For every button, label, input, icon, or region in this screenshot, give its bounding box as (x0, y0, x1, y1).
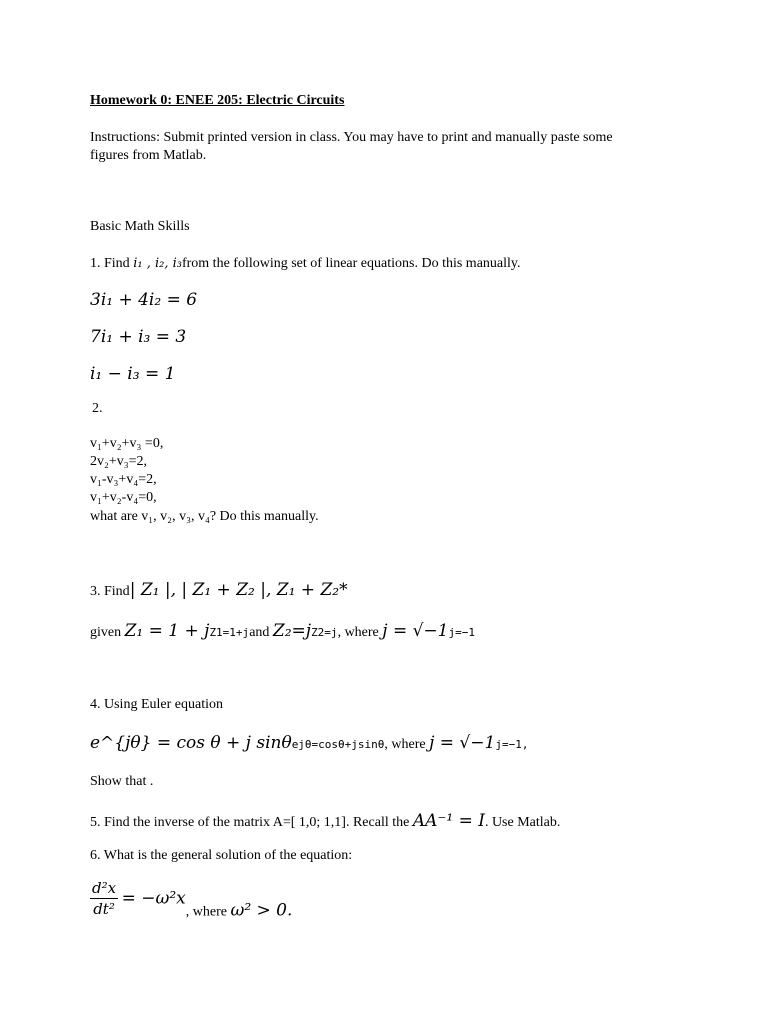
q3-prefix: 3. Find (90, 584, 130, 599)
q1-suffix: from the following set of linear equations. Do this manually. (181, 256, 521, 271)
q3-z1-math: Z₁ = 1 + j (124, 621, 210, 641)
q6-fraction (90, 878, 118, 919)
q1-equation-3: i₁ − i₃ = 1 (90, 364, 176, 384)
section-heading: Basic Math Skills (90, 219, 190, 234)
q4-show-that: Show that . (90, 774, 154, 789)
q3-prompt (90, 580, 348, 600)
q6-condition: ω² > 0. (230, 900, 293, 921)
q6-rhs: = −ω²x (121, 888, 186, 909)
q4-where: , where (384, 737, 430, 752)
q3-given (90, 621, 475, 641)
q2-equation-1: v₁+v₂+v₃ =0, (90, 436, 164, 451)
q3-j-math: j = √−1 (382, 621, 449, 641)
q5-suffix: . Use Matlab. (484, 815, 561, 830)
q3-given-prefix: given (90, 625, 125, 640)
q1-prompt (90, 256, 521, 272)
q6-numerator: d²x (92, 879, 117, 897)
q3-where: , where (337, 625, 383, 640)
q6-where: , where (185, 904, 231, 920)
page-title: Homework 0: ENEE 205: Electric Circuits (90, 93, 345, 108)
q6-denominator: dt² (93, 900, 115, 918)
q1-equation-1: 3i₁ + 4i₂ = 6 (90, 290, 198, 310)
q6-label: 6. What is the general solution of the equation: (90, 848, 353, 863)
q6-equation (90, 878, 292, 921)
instructions-line-2: figures from Matlab. (90, 148, 207, 163)
q1-equation-2: 7i₁ + i₃ = 3 (90, 327, 187, 347)
q5-prompt (90, 811, 560, 831)
q2-equation-3: v₁-v₃+v₄=2, (90, 472, 157, 487)
q4-j-text: j=−1, (495, 738, 529, 751)
q4-label: 4. Using Euler equation (90, 697, 223, 712)
q2-label: 2. (92, 401, 103, 416)
q3-j-text: j=−1 (448, 626, 475, 639)
q3-z2-math: Z₂=j (272, 621, 312, 641)
q4-j-math: j = √−1 (429, 733, 496, 753)
q4-euler (90, 733, 528, 753)
q5-math: AA⁻¹ = I (412, 811, 485, 831)
q3-z2-text: Z2=j (311, 626, 338, 639)
q2-equation-2: 2v₂+v₃=2, (90, 454, 148, 469)
q4-euler-math: e^{jθ} = cos θ + j sinθ (90, 733, 292, 753)
q5-prefix: 5. Find the inverse of the matrix A=[ 1,0; 1,1]. Recall the (90, 815, 413, 830)
instructions-line-1: Instructions: Submit printed version in class. You may have to print and manually paste some (90, 130, 613, 145)
q4-euler-text: ejθ=cosθ+jsinθ (291, 738, 385, 751)
q2-question: what are v₁, v₂, v₃, v₄? Do this manually. (90, 509, 319, 524)
q1-vars: i₁ , i₂, i₃ (133, 256, 182, 271)
q3-expression: | Z₁ |, | Z₁ + Z₂ |, Z₁ + Z₂* (129, 580, 348, 600)
q2-equation-4: v₁+v₂-v₄=0, (90, 490, 157, 505)
q3-z1-text: Z1=1+j (209, 626, 250, 639)
q3-and: and (249, 625, 273, 640)
q1-prefix: 1. Find (90, 256, 134, 271)
